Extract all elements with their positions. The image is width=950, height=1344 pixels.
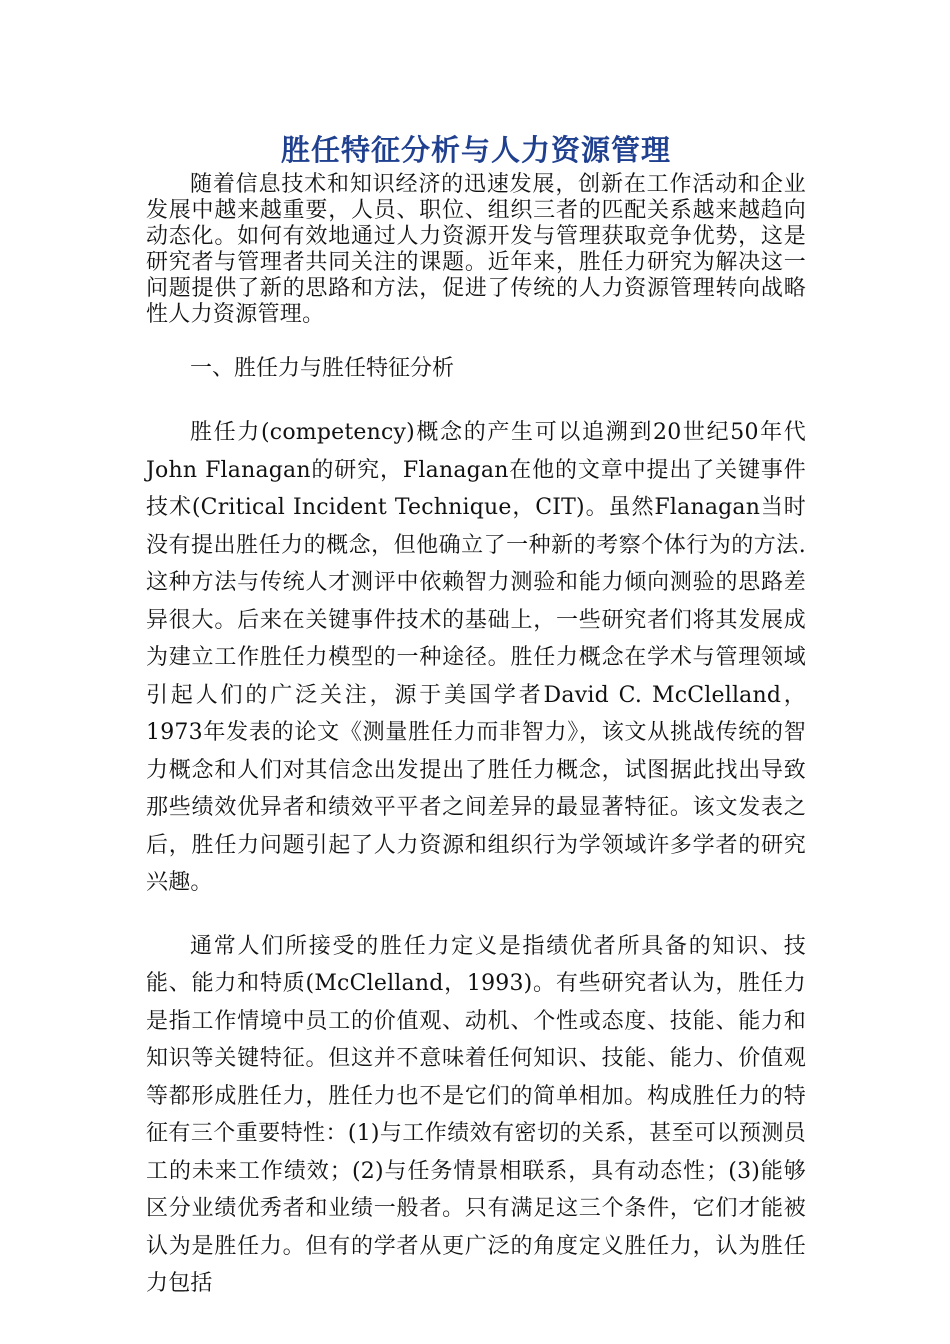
document-title: 胜任特征分析与人力资源管理 [280, 133, 671, 167]
document-page [146, 128, 806, 1303]
body-paragraph: 通常人们所接受的胜任力定义是指绩优者所具备的知识、技能、能力和特质(McClelland，1993)。有些研究者认为，胜任力是指工作情境中员工的价值观、动机、个性或态度、技能、能力和知识等关键特征。但这并不意味着任何知识、技能、能力、价值观等都形成胜任力，胜任力也不是它们的简单相加。构成胜任力的特征有三个重要特性：(1)与工作绩效有密切的关系，甚至可以预测员工的未来工作绩效；(2)与任务情景相联系，具有动态性；(3)能够区分业绩优秀者和业绩一般者。只有满足这三个条件，它们才能被认为是胜任力。但有的学者从更广泛的角度定义胜任力，认为胜任力包括 [146, 933, 806, 1296]
body-paragraph: 胜任力(competency)概念的产生可以追溯到20世纪50年代John Flanagan的研究，Flanagan在他的文章中提出了关键事件技术(Critical Incident Technique，CIT)。虽然Flanagan当时没有提出胜任力的概念，但他确立了一种新的考察个体行为的方法.这种方法与传统人才测评中依赖智力测验和能力倾向测验的思路差异很大。后来在关键事件技术的基础上，一些研究者们将其发展成为建立工作胜任力模型的一种途径。胜任力概念在学术与管理领域引起人们的广泛关注，源于美国学者David C. McClelland，1973年发表的论文《测量胜任力而非智力》，该文从挑战传统的智力概念和人们对其信念出发提出了胜任力概念，试图据此找出导致那些绩效优异者和绩效平平者之间差异的最显著特征。该文发表之后，胜任力问题引起了人力资源和组织行为学领域许多学者的研究兴趣。 [146, 420, 806, 895]
intro-paragraph: 随着信息技术和知识经济的迅速发展，创新在工作活动和企业发展中越来越重要，人员、职位、组织三者的匹配关系越来越趋向动态化。如何有效地通过人力资源开发与管理获取竞争优势，这是研究者与管理者共同关注的课题。近年来，胜任力研究为解决这一问题提供了新的思路和方法，促进了传统的人力资源管理转向战略性人力资源管理。 [146, 172, 806, 327]
section-heading: 一、胜任力与胜任特征分析 [190, 356, 455, 381]
